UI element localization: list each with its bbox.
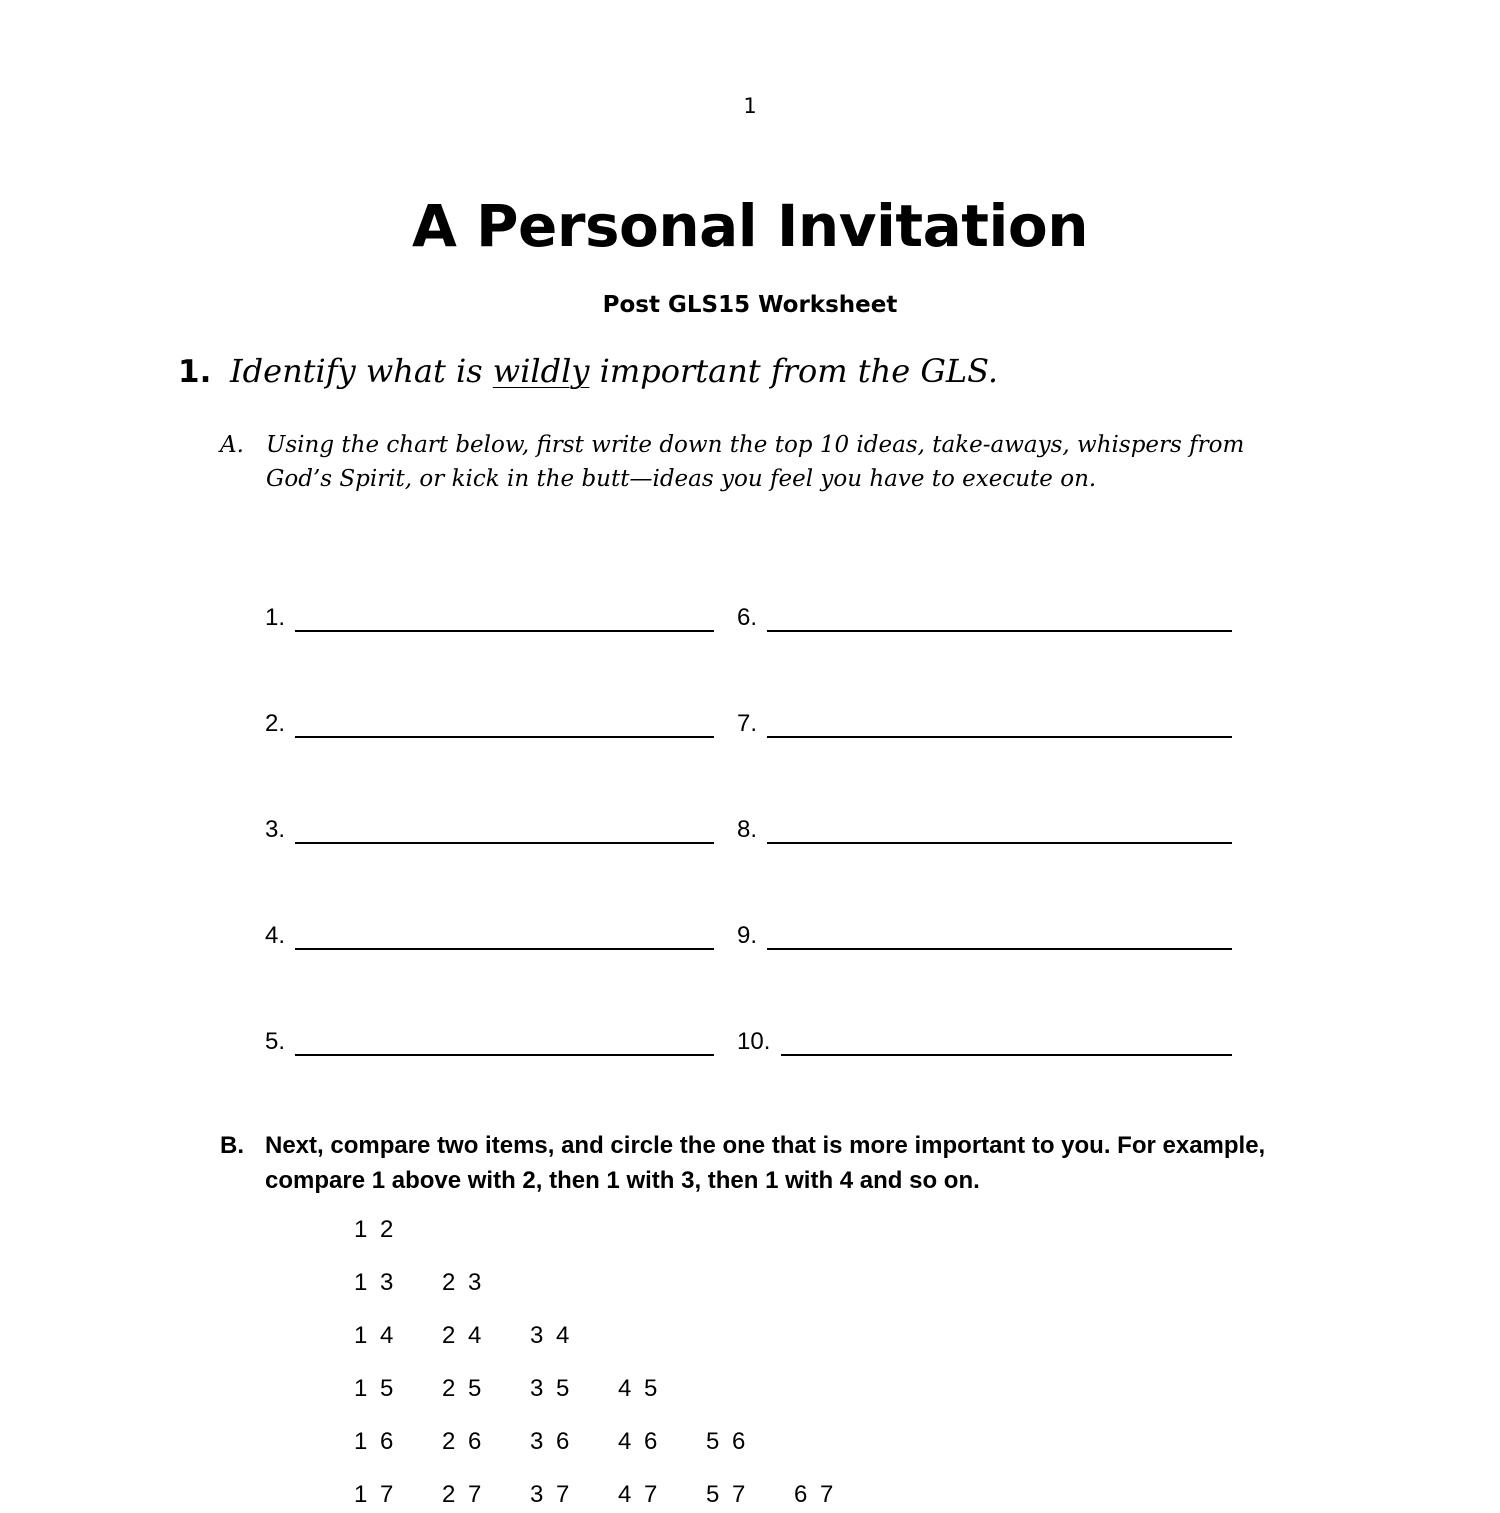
section-a xyxy=(220,428,1310,496)
answer-blank-number: 5. xyxy=(265,1028,286,1055)
question-text xyxy=(230,352,998,390)
section-a-letter: A. xyxy=(220,432,244,458)
answer-blank-line[interactable] xyxy=(781,1054,1232,1056)
answer-blank-number: 8. xyxy=(737,816,758,843)
section-b-text: Next, compare two items, and circle the one that is more important to you. For example, compare 1 above with 2, then 1 with 3, then 1 with 4 and so on. xyxy=(265,1132,1266,1194)
section-a-text: Using the chart below, first write down the top 10 ideas, take-aways, whispers from God’s Spirit, or kick in the butt—ideas you feel you have to execute on. xyxy=(266,432,1245,492)
comparison-pair[interactable]: 6 7 xyxy=(794,1481,837,1508)
comparison-pair[interactable]: 3 7 xyxy=(530,1481,573,1508)
answer-blank-line[interactable] xyxy=(295,1054,714,1056)
answer-blank-number: 6. xyxy=(737,604,758,631)
answer-blank-row xyxy=(265,914,714,950)
answer-blank-number: 3. xyxy=(265,816,286,843)
comparison-pair[interactable]: 5 7 xyxy=(706,1481,749,1508)
answer-blank-row xyxy=(737,808,1232,844)
section-b xyxy=(220,1128,1310,1198)
section-b-letter: B. xyxy=(220,1132,244,1159)
answer-blank-row xyxy=(265,596,714,632)
answer-blank-line[interactable] xyxy=(767,630,1232,632)
comparison-pair[interactable]: 5 6 xyxy=(706,1428,749,1455)
answer-blank-row xyxy=(265,1020,714,1056)
comparison-pair[interactable]: 4 7 xyxy=(618,1481,661,1508)
comparison-pair[interactable]: 2 4 xyxy=(442,1322,485,1349)
answer-blank-line[interactable] xyxy=(767,842,1232,844)
comparison-pair[interactable]: 1 4 xyxy=(354,1322,397,1349)
comparison-pair[interactable]: 2 3 xyxy=(442,1269,485,1296)
comparison-pair[interactable]: 1 7 xyxy=(354,1481,397,1508)
comparison-pair[interactable]: 2 5 xyxy=(442,1375,485,1402)
answer-blank-row xyxy=(737,596,1232,632)
comparison-pair[interactable]: 1 3 xyxy=(354,1269,397,1296)
comparison-pair[interactable]: 1 2 xyxy=(354,1216,397,1243)
page-subtitle: Post GLS15 Worksheet xyxy=(602,292,898,318)
answer-blank-number: 4. xyxy=(265,922,286,949)
answer-blank-number: 10. xyxy=(737,1028,771,1055)
comparison-pair[interactable]: 1 6 xyxy=(354,1428,397,1455)
comparison-pair[interactable]: 3 4 xyxy=(530,1322,573,1349)
answer-blank-number: 7. xyxy=(737,710,758,737)
comparison-pair[interactable]: 2 7 xyxy=(442,1481,485,1508)
comparison-pair[interactable]: 4 5 xyxy=(618,1375,661,1402)
answer-blank-number: 1. xyxy=(265,604,286,631)
comparison-pair[interactable]: 2 6 xyxy=(442,1428,485,1455)
comparison-pair[interactable]: 4 6 xyxy=(618,1428,661,1455)
answer-blank-row xyxy=(265,702,714,738)
question-number: 1. xyxy=(178,354,212,390)
answer-blank-number: 9. xyxy=(737,922,758,949)
page-number: 1 xyxy=(743,94,757,118)
comparison-pair[interactable]: 1 5 xyxy=(354,1375,397,1402)
answer-blank-line[interactable] xyxy=(295,948,714,950)
question-text-before: Identify what is xyxy=(230,352,493,390)
answer-blank-line[interactable] xyxy=(767,736,1232,738)
answer-blank-row xyxy=(737,1020,1232,1056)
answer-blank-row xyxy=(265,808,714,844)
question-emphasis: wildly xyxy=(492,352,590,390)
question-text-after: important from the GLS. xyxy=(589,352,999,390)
answer-blank-line[interactable] xyxy=(295,630,714,632)
comparison-pair[interactable]: 3 6 xyxy=(530,1428,573,1455)
answer-blank-number: 2. xyxy=(265,710,286,737)
answer-blank-line[interactable] xyxy=(295,736,714,738)
page-title: A Personal Invitation xyxy=(411,192,1089,260)
answer-blank-row xyxy=(737,914,1232,950)
answer-blank-line[interactable] xyxy=(295,842,714,844)
comparison-pair[interactable]: 3 5 xyxy=(530,1375,573,1402)
answer-blank-line[interactable] xyxy=(767,948,1232,950)
question-heading xyxy=(178,352,998,390)
answer-blank-row xyxy=(737,702,1232,738)
